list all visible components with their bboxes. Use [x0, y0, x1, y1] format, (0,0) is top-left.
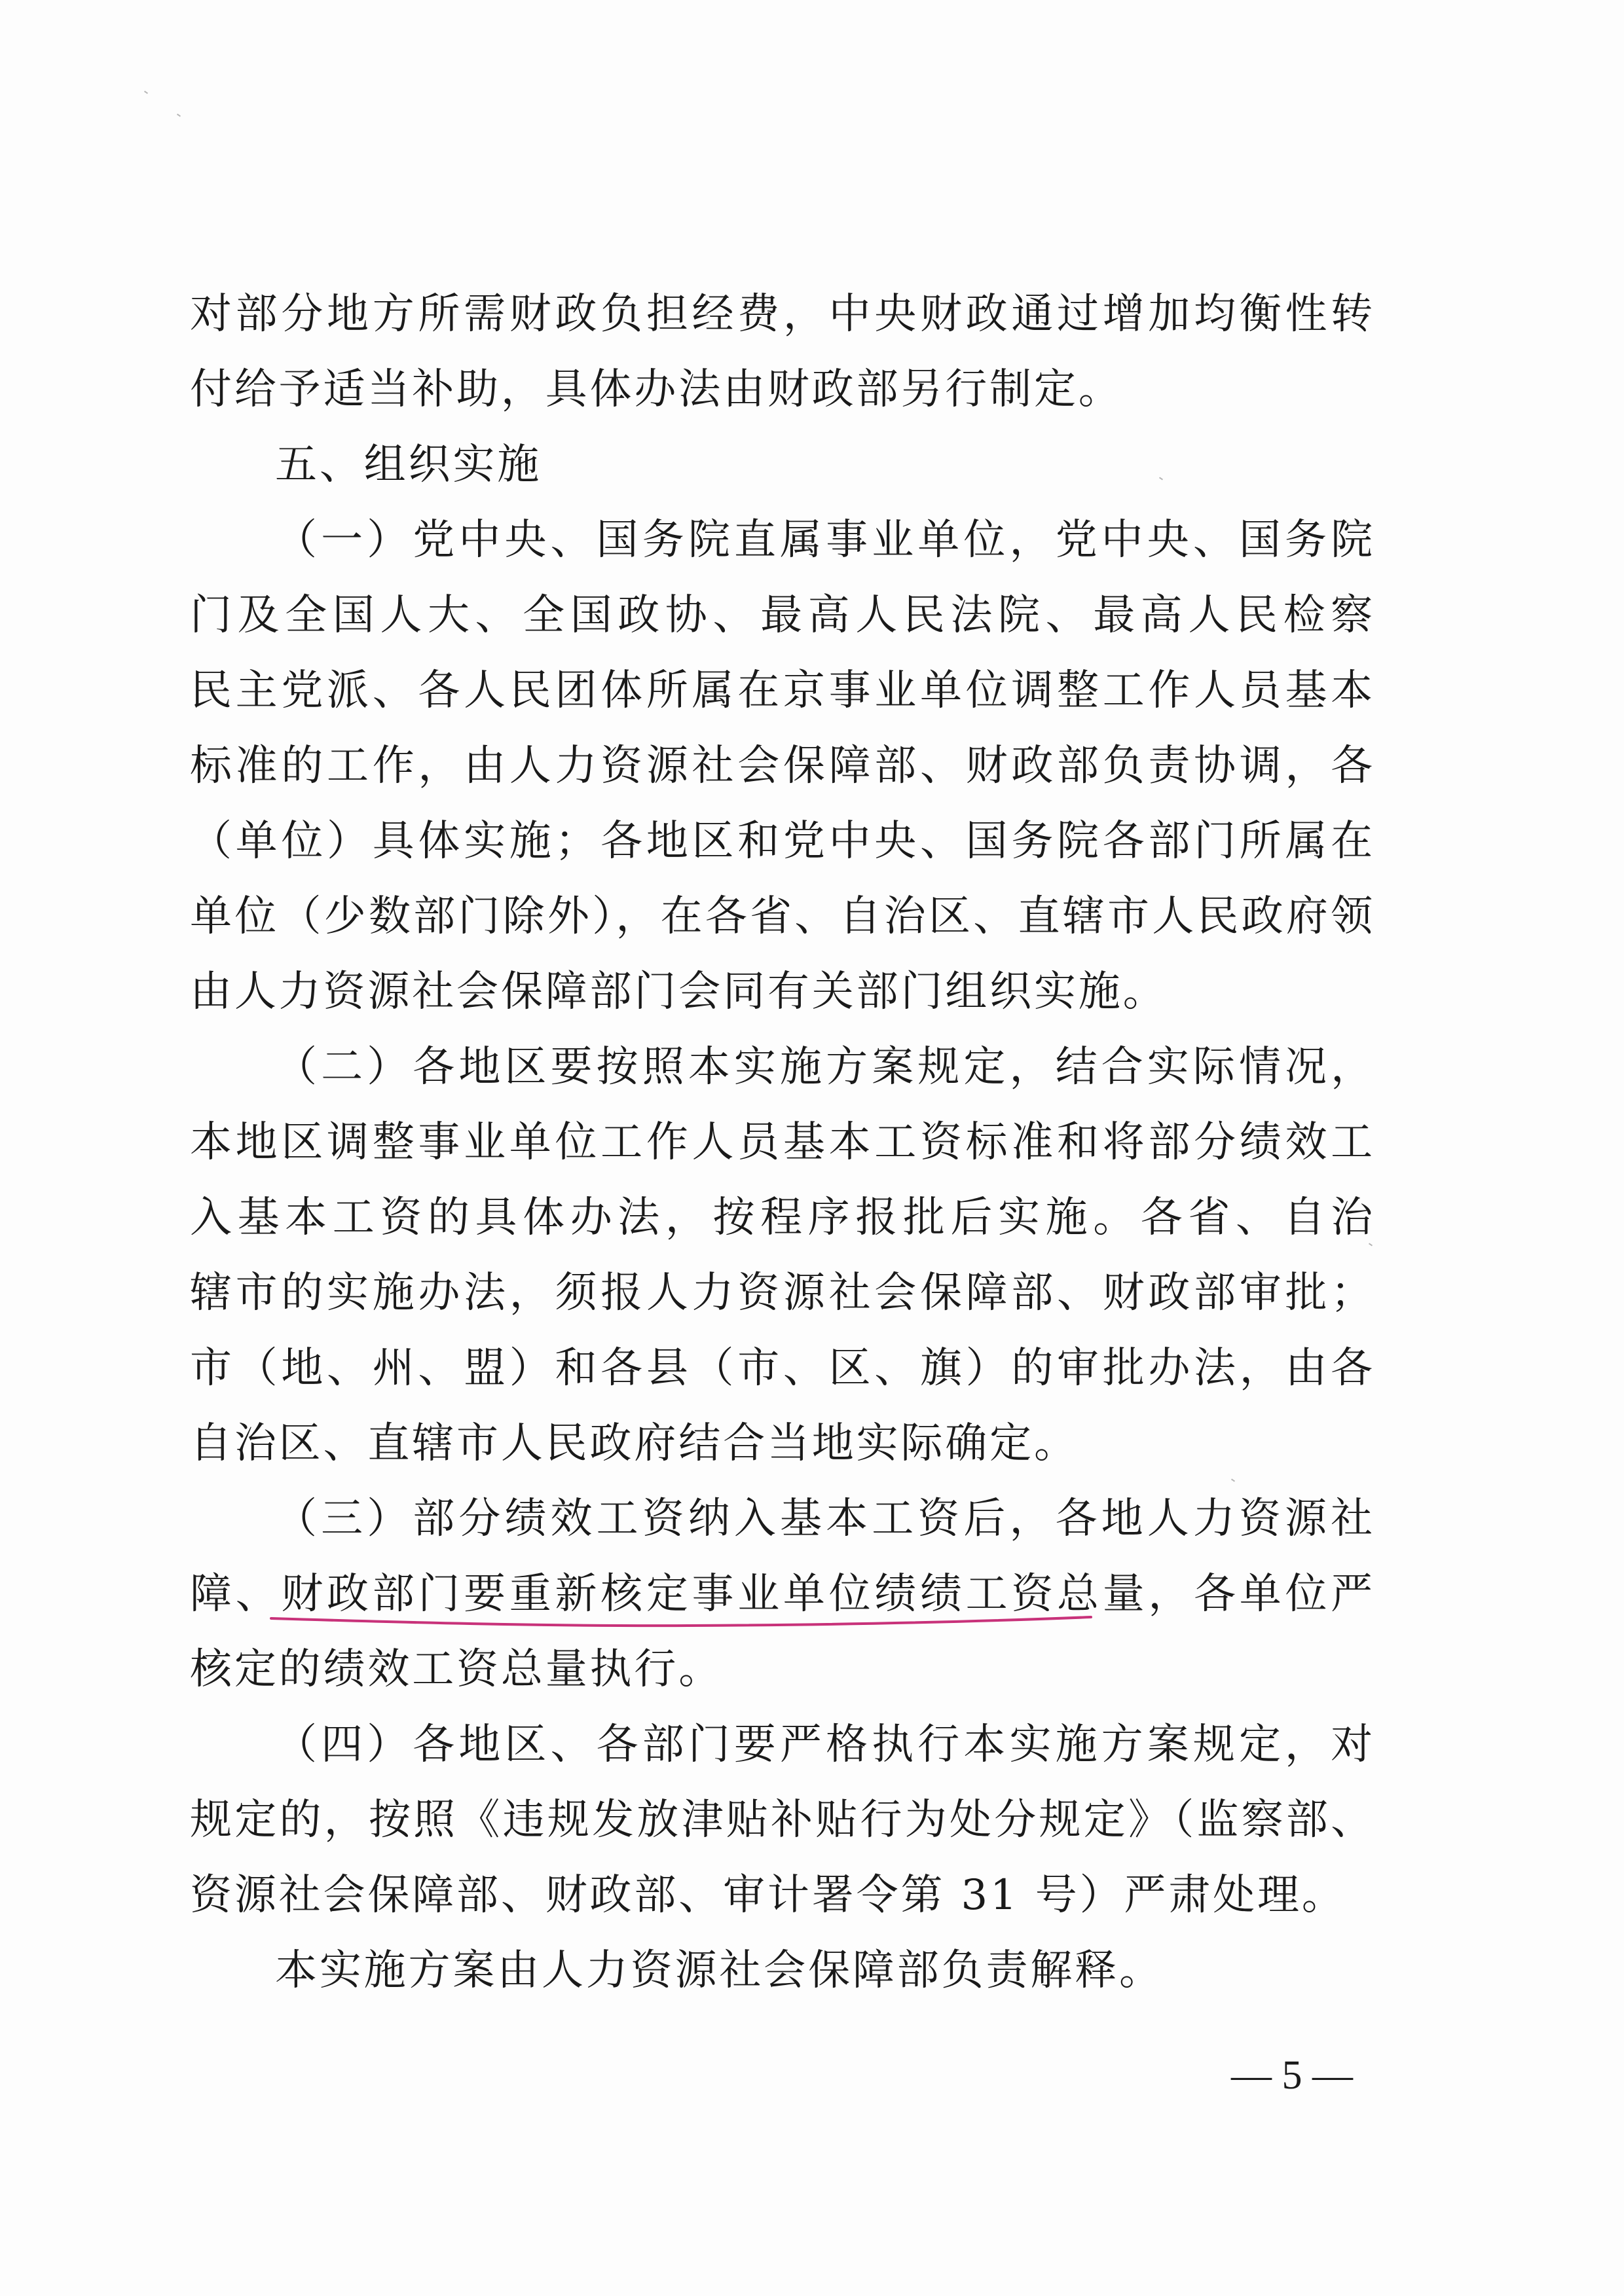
text-line-6: 民主党派、各人民团体所属在京事业单位调整工作人员基本 [190, 666, 1375, 715]
text-line-19: 核定的绩效工资总量执行。 [190, 1645, 724, 1694]
text-line-2: 付给予适当补助，具体办法由财政部另行制定。 [190, 365, 1123, 414]
scan-speck [144, 90, 148, 94]
section-heading-5: 五、组织实施 [275, 441, 542, 489]
text-line-10: 由人力资源社会保障部门会同有关部门组织实施。 [190, 968, 1168, 1016]
text-line-1: 对部分地方所需财政负担经费，中央财政通过增加均衡性转 [190, 290, 1375, 338]
text-line-15: 市（地、州、盟）和各县（市、区、旗）的审批办法，由各 [190, 1344, 1375, 1393]
text-line-16: 自治区、直辖市人民政府结合当地实际确定。 [190, 1419, 1079, 1468]
text-line-11: （二）各地区要按照本实施方案规定，结合实际情况， [275, 1043, 1375, 1091]
scan-speck [177, 113, 181, 117]
text-line-9: 单位（少数部门除外），在各省、自治区、直辖市人民政府领 [190, 892, 1375, 941]
text-line-13: 入基本工资的具体办法，按程序报批后实施。各省、自治 [190, 1194, 1375, 1242]
page-number: — 5 — [1231, 2053, 1353, 2098]
text-line-22: 资源社会保障部、财政部、审计署令第 31 号）严肃处理。 [190, 1871, 1346, 1920]
text-line-18-underlined: 障、财政部门要重新核定事业单位绩绩工资总量，各单位严 [190, 1570, 1375, 1618]
text-line-5: 门及全国人大、全国政协、最高人民法院、最高人民检察 [190, 591, 1375, 640]
scan-speck [1231, 1478, 1235, 1482]
text-line-8: （单位）具体实施；各地区和党中央、国务院各部门所属在 [190, 817, 1375, 866]
text-line-7: 标准的工作，由人力资源社会保障部、财政部负责协调，各 [190, 742, 1375, 790]
text-line-17: （三）部分绩效工资纳入基本工资后，各地人力资源社 [275, 1495, 1375, 1543]
text-line-23: 本实施方案由人力资源社会保障部负责解释。 [275, 1946, 1164, 1995]
text-line-4: （一）党中央、国务院直属事业单位，党中央、国务院 [275, 516, 1375, 564]
handwritten-underline [268, 1612, 1094, 1631]
text-line-14: 辖市的实施办法，须报人力资源社会保障部、财政部审批； [190, 1269, 1375, 1317]
text-line-20: （四）各地区、各部门要严格执行本实施方案规定，对 [275, 1721, 1375, 1769]
text-line-12: 本地区调整事业单位工作人员基本工资标准和将部分绩效工 [190, 1118, 1375, 1167]
text-line-21: 规定的，按照《违规发放津贴补贴行为处分规定》（监察部、 [190, 1796, 1375, 1844]
